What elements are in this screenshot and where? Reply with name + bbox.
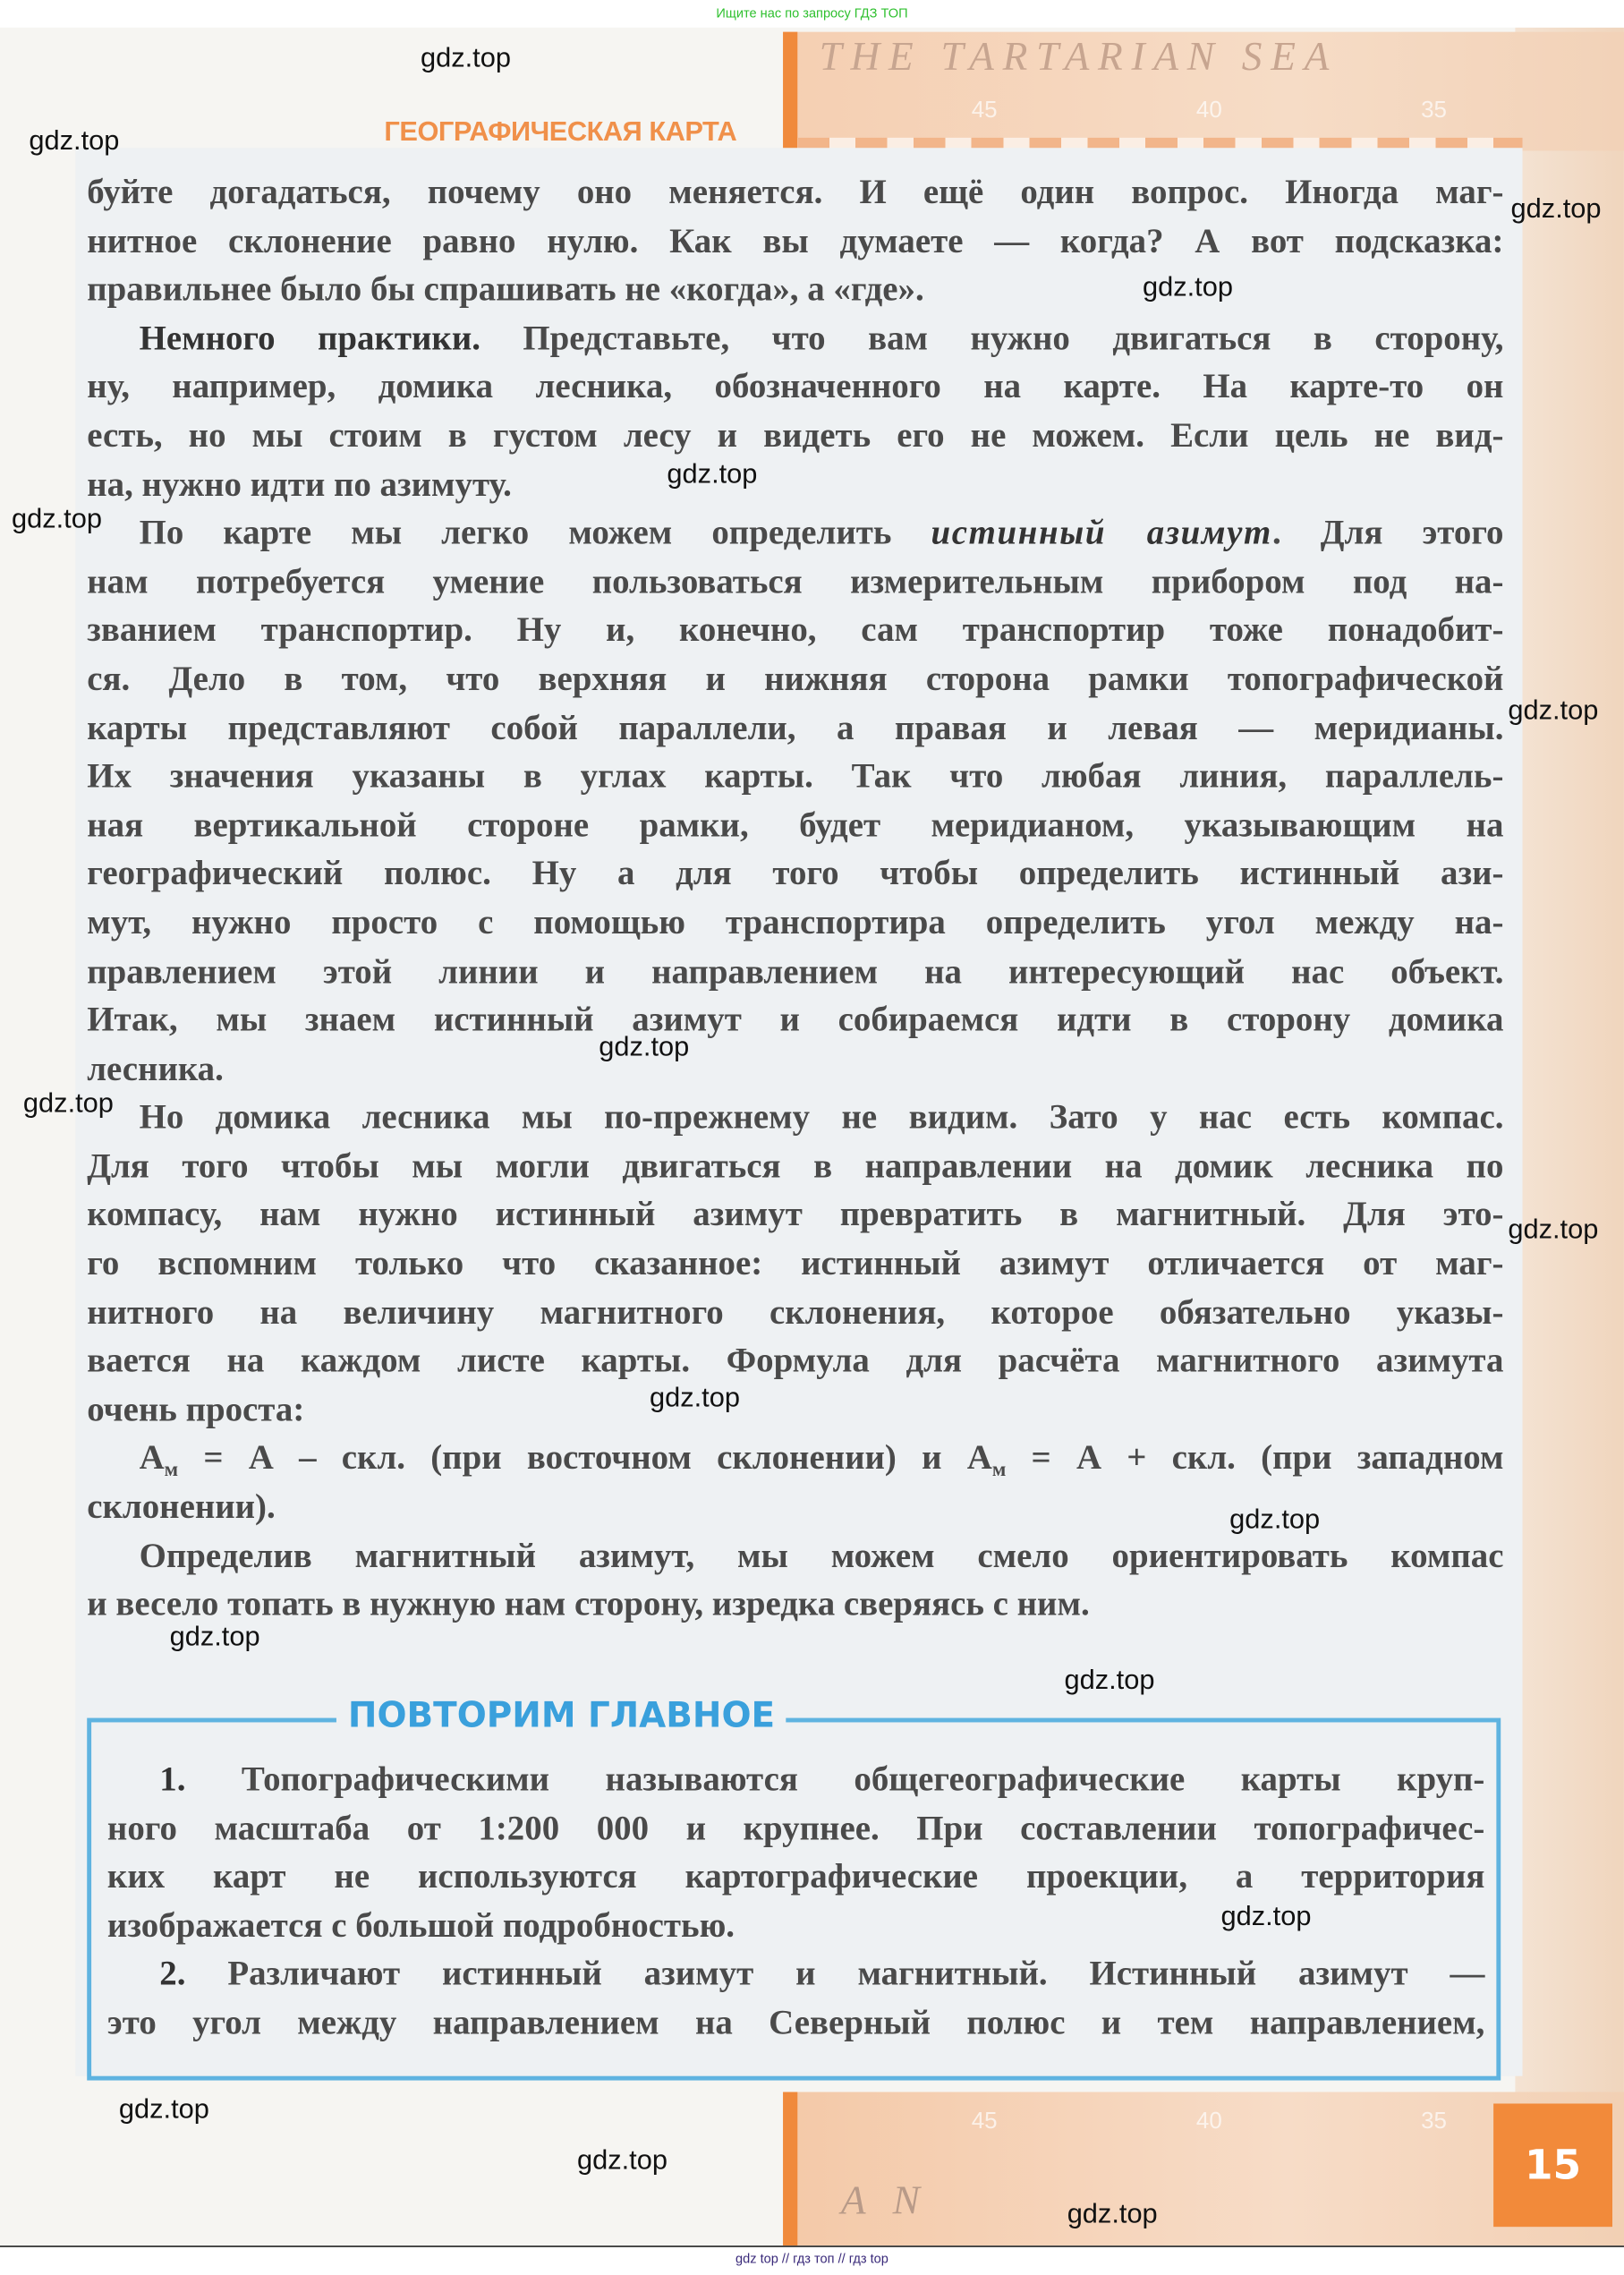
text-run: правлением этой линии и направлением на интересующий нас объект. xyxy=(87,953,1504,992)
text-run: = А + скл. (при западном xyxy=(1006,1440,1504,1478)
text-line xyxy=(87,754,1503,803)
emphasis: истинный азимут xyxy=(931,515,1272,553)
emphasis: 2. xyxy=(159,1955,186,1994)
text-run: ного масштаба от 1:200 000 и крупнее. При составлении топографичес- xyxy=(106,1810,1485,1848)
textbook-page xyxy=(0,28,1624,2245)
top-banner: Ищите нас по запросу ГДЗ ТОП xyxy=(0,0,1624,28)
watermark: gdz.top xyxy=(649,1383,740,1414)
text-line xyxy=(87,1095,1503,1143)
text-run: Различают истинный азимут и магнитный. Истинный азимут — xyxy=(185,1955,1485,1994)
text-line xyxy=(87,1192,1503,1240)
watermark: gdz.top xyxy=(1067,2199,1158,2230)
text-line xyxy=(87,316,1503,364)
text-run: компасу, нам нужно истинный азимут превратить в магнитный. Для это- xyxy=(87,1197,1504,1235)
watermark: gdz.top xyxy=(1229,1504,1321,1536)
text-run: есть, но мы стоим в густом лесу и видеть его не можем. Если цель не вид- xyxy=(87,417,1504,456)
text-line xyxy=(87,1582,1503,1631)
map-number: 40 xyxy=(1195,2109,1222,2134)
text-run: Итак, мы знаем истинный азимут и собираемся идти в сторону домика xyxy=(87,1001,1504,1040)
text-line xyxy=(87,1144,1503,1192)
text-run: нитное склонение равно нулю. Как вы думаете — когда? А вот подсказка: xyxy=(87,222,1504,260)
watermark: gdz.top xyxy=(29,125,120,157)
text-line xyxy=(87,608,1503,656)
text-line xyxy=(107,1806,1484,1854)
watermark: gdz.top xyxy=(1142,272,1233,303)
bottom-banner: gdz top // гдз топ // гдз top xyxy=(0,2245,1624,2274)
text-run: А xyxy=(139,1440,165,1478)
watermark: gdz.top xyxy=(11,504,102,535)
subscript: м xyxy=(164,1460,179,1483)
text-line xyxy=(87,364,1503,413)
text-run: изображается с большой подробностью. xyxy=(106,1907,735,1946)
text-run: Для того чтобы мы могли двигаться в направлении на домик лесника по xyxy=(87,1147,1504,1186)
watermark: gdz.top xyxy=(1510,194,1602,226)
text-line xyxy=(87,1339,1503,1387)
watermark: gdz.top xyxy=(576,2145,667,2177)
text-run: Определив магнитный азимут, мы можем смело ориентировать компас xyxy=(139,1538,1504,1576)
watermark: gdz.top xyxy=(118,2094,209,2126)
text-line xyxy=(87,170,1503,218)
text-line xyxy=(87,267,1503,315)
text-run: это угол между направлением на Северный полюс и тем направлением, xyxy=(106,2005,1485,2043)
orange-bar xyxy=(783,2092,797,2246)
text-run: и весело топать в нужную нам сторону, изредка сверяясь с ним. xyxy=(87,1586,1090,1624)
text-line xyxy=(87,510,1503,558)
map-number: 35 xyxy=(1421,2109,1447,2134)
text-line xyxy=(87,900,1503,949)
section-header: ГЕОГРАФИЧЕСКАЯ КАРТА xyxy=(384,117,737,149)
text-run: Представьте, что вам нужно двигаться в сторону, xyxy=(480,320,1504,358)
watermark: gdz.top xyxy=(1508,695,1599,727)
text-run: По карте мы легко можем определить xyxy=(139,515,931,553)
watermark: gdz.top xyxy=(1508,1214,1599,1246)
text-run: лесника. xyxy=(87,1050,224,1089)
text-line xyxy=(87,998,1503,1046)
text-run: нитного на величину магнитного склонения, которое обязательно указы- xyxy=(87,1294,1504,1333)
text-line xyxy=(87,1533,1503,1581)
text-line xyxy=(87,218,1503,267)
text-line xyxy=(87,1436,1503,1484)
text-line xyxy=(107,1854,1484,1903)
text-run: очень проста: xyxy=(87,1391,305,1429)
text-line xyxy=(87,1387,1503,1436)
watermark: gdz.top xyxy=(420,43,511,74)
watermark: gdz.top xyxy=(169,1622,260,1653)
text-line xyxy=(87,1046,1503,1095)
text-run: Их значения указаны в углах карты. Так что любая линия, параллель- xyxy=(87,758,1504,797)
map-caption: THE TARTARIAN SEA xyxy=(819,34,1339,81)
map-number: 40 xyxy=(1195,98,1222,124)
text-line xyxy=(107,1757,1484,1805)
text-run: . Для этого xyxy=(1271,515,1504,553)
text-line xyxy=(87,413,1503,462)
orange-bar xyxy=(783,32,797,151)
text-run: карты представляют собой параллели, а правая и левая — меридианы. xyxy=(87,709,1504,748)
text-run: вается на каждом листе карты. Формула для расчёта магнитного азимута xyxy=(87,1342,1504,1381)
summary-title: ПОВТОРИМ ГЛАВНОЕ xyxy=(336,1695,786,1735)
text-line xyxy=(87,949,1503,997)
text-run: = А – скл. (при восточном склонении) и А xyxy=(178,1440,992,1478)
text-run: ся. Дело в том, что верхняя и нижняя сторона рамки топографической xyxy=(87,660,1504,699)
text-line xyxy=(87,1241,1503,1290)
text-run: правильнее было бы спрашивать не «когда», а «где». xyxy=(87,271,924,310)
text-run: го вспомним только что сказанное: истинный азимут отличается от маг- xyxy=(87,1245,1504,1283)
text-line xyxy=(87,459,1503,510)
watermark: gdz.top xyxy=(22,1088,114,1120)
map-caption: A N xyxy=(840,2178,929,2224)
text-run: ная вертикальной стороне рамки, будет меридианом, указывающим на xyxy=(87,806,1504,845)
map-number: 45 xyxy=(971,2109,998,2134)
text-line xyxy=(107,1952,1484,2000)
page-number: 15 xyxy=(1493,2103,1612,2227)
text-run: Топографическими называются общегеографические карты круп- xyxy=(185,1761,1485,1800)
text-line xyxy=(87,1290,1503,1338)
text-line xyxy=(87,559,1503,608)
text-line xyxy=(87,657,1503,705)
text-run: ну, например, домика лесника, обозначенного на карте. На карте-то он xyxy=(87,369,1504,407)
text-run: Но домика лесника мы по-прежнему не видим. Зато у нас есть компас. xyxy=(139,1099,1504,1138)
emphasis: 1. xyxy=(159,1761,186,1800)
watermark: gdz.top xyxy=(1064,1666,1155,1697)
text-run: на, нужно идти по азимуту. xyxy=(87,465,512,505)
text-run: буйте догадаться, почему оно меняется. И ещё один вопрос. Иногда маг- xyxy=(87,174,1504,212)
map-number: 45 xyxy=(971,98,998,124)
text-run: званием транспортир. Ну и, конечно, сам транспортир тоже понадобит- xyxy=(87,612,1504,651)
text-run: мут, нужно просто с помощью транспортира определить угол между на- xyxy=(87,904,1504,942)
watermark: gdz.top xyxy=(667,459,758,490)
text-line xyxy=(87,851,1503,899)
subscript: м xyxy=(991,1460,1007,1483)
watermark: gdz.top xyxy=(599,1032,690,1063)
body-text xyxy=(87,170,1503,1632)
text-line xyxy=(107,2000,1484,2049)
right-margin-map xyxy=(1515,28,1624,2245)
watermark: gdz.top xyxy=(1220,1902,1312,1933)
text-line xyxy=(87,705,1503,754)
text-line xyxy=(87,803,1503,851)
map-number: 35 xyxy=(1421,98,1447,124)
emphasis: Немного практики. xyxy=(139,320,480,358)
map-top-decoration xyxy=(783,32,1624,151)
text-run: нам потребуется умение пользоваться измерительным прибором под на- xyxy=(87,563,1504,601)
text-run: географический полюс. Ну а для того чтобы определить истинный ази- xyxy=(87,856,1504,894)
text-run: склонении). xyxy=(87,1488,276,1527)
text-run: ких карт не используются картографические проекции, а территория xyxy=(106,1859,1485,1897)
